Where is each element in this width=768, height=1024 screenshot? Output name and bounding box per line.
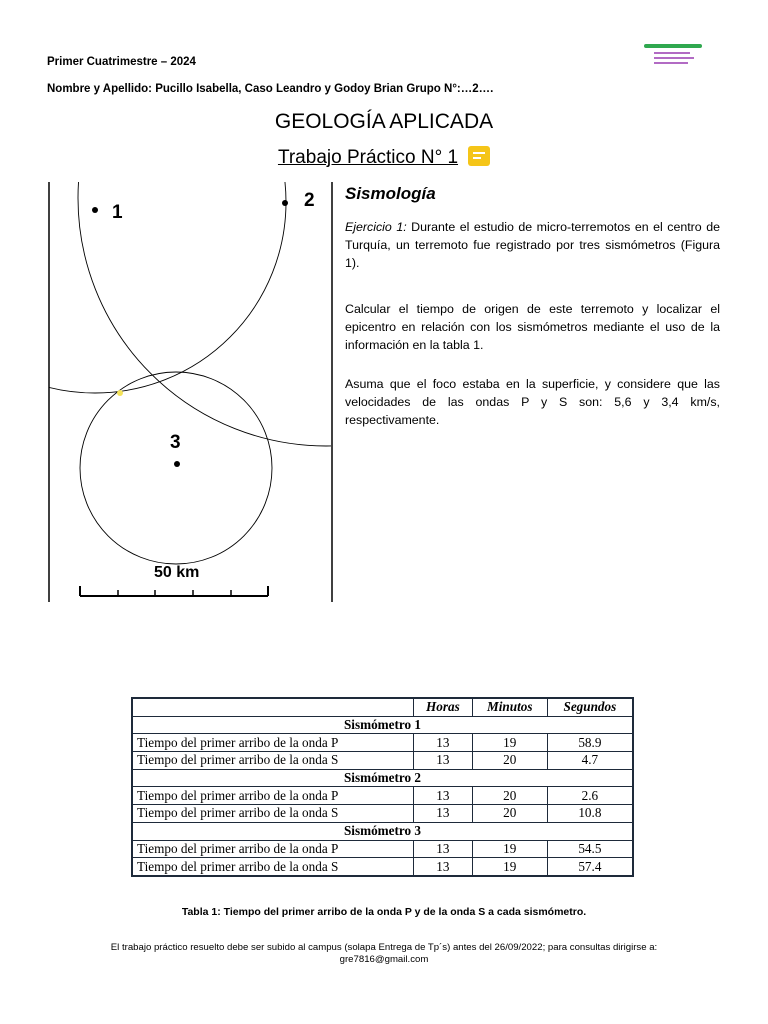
table-row [132,840,633,858]
comment-icon[interactable] [468,146,490,166]
assumption-paragraph: Asuma que el foco estaba en la superficie, y considere que las velocidades de las ondas P y S son: 5,6 y 3,4 km/s, respectivamente. [345,377,720,427]
cell-seconds: 58.9 [547,734,633,752]
table-header-seconds: Segundos [547,698,633,716]
footer-email[interactable]: gre7816@gmail.com [339,954,429,965]
table-row [132,787,633,805]
cell-minutes: 19 [472,840,547,858]
row-label: Tiempo del primer arribo de la onda P [132,787,414,805]
cell-hours: 13 [414,805,473,823]
cell-hours: 13 [414,840,473,858]
group-title-2: Sismómetro 2 [132,769,633,787]
table-row [132,734,633,752]
arrival-times-table [131,697,634,877]
cell-minutes: 19 [472,734,547,752]
table-caption: Tabla 1: Tiempo del primer arribo de la onda P y de la onda S a cada sismómetro. [181,906,587,918]
exercise-text: Durante el estudio de micro-terremotos en el centro de Turquía, un terremoto fue registrado por tres sismómetros (Figura 1). [345,220,720,270]
semester-header: Primer Cuatrimestre – 2024 [47,56,196,68]
group-title-1: Sismómetro 1 [132,716,633,734]
institution-logo [644,44,702,68]
table-row [132,752,633,770]
student-names: Nombre y Apellido: Pucillo Isabella, Caso Leandro y Godoy Brian Grupo N°:…2…. [47,83,494,95]
row-label: Tiempo del primer arribo de la onda P [132,840,414,858]
cell-seconds: 4.7 [547,752,633,770]
seismometer-1-dot [92,207,98,213]
cell-minutes: 20 [472,752,547,770]
seismometer-3-label: 3 [170,432,181,453]
row-label: Tiempo del primer arribo de la onda P [132,734,414,752]
cell-hours: 13 [414,858,473,876]
seismometer-figure [48,182,333,602]
footer-line-1: El trabajo práctico resuelto debe ser subido al campus (solapa Entrega de Tp´s) antes del 26/09/2022; para consultas dirigirse a: [110,942,658,953]
subtitle-text: Trabajo Práctico N° 1 [277,147,459,168]
cell-seconds: 54.5 [547,840,633,858]
cell-seconds: 57.4 [547,858,633,876]
cell-hours: 13 [414,734,473,752]
table-row [132,805,633,823]
section-title: Sismología [345,184,436,203]
row-label: Tiempo del primer arribo de la onda S [132,858,414,876]
cell-hours: 13 [414,787,473,805]
seismometer-1-label: 1 [112,202,123,223]
exercise-label: Ejercicio 1: [345,220,407,234]
table-header-hours: Horas [414,698,473,716]
group-row [132,716,633,734]
cell-minutes: 19 [472,858,547,876]
exercise-paragraph [345,218,720,272]
cell-seconds: 2.6 [547,787,633,805]
seismometer-2-label: 2 [304,190,315,211]
cell-minutes: 20 [472,805,547,823]
table-row [132,858,633,876]
group-row [132,769,633,787]
seismometer-3-dot [174,461,180,467]
cell-hours: 13 [414,752,473,770]
group-row [132,822,633,840]
seismometer-2-dot [282,200,288,206]
footer-note [0,942,768,966]
cell-seconds: 10.8 [547,805,633,823]
page-subtitle [0,147,768,169]
table-header-empty [132,698,414,716]
group-title-3: Sismómetro 3 [132,822,633,840]
cell-minutes: 20 [472,787,547,805]
table-header-row [132,698,633,716]
instruction-paragraph: Calcular el tiempo de origen de este terremoto y localizar el epicentro en relación con los sismómetros mediante el uso de la información en la tabla 1. [345,302,720,352]
scale-label: 50 km [154,564,200,581]
row-label: Tiempo del primer arribo de la onda S [132,805,414,823]
page-title: GEOLOGÍA APLICADA [274,110,494,133]
row-label: Tiempo del primer arribo de la onda S [132,752,414,770]
table-header-minutes: Minutos [472,698,547,716]
